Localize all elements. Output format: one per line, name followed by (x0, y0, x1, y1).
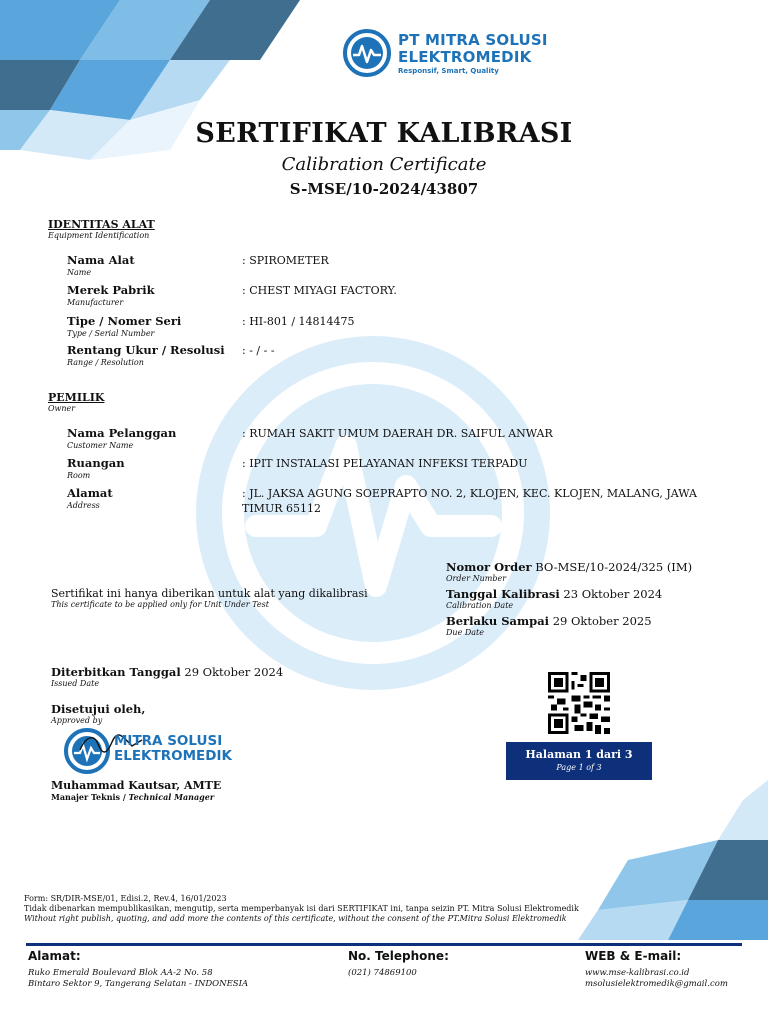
due-date-block (446, 614, 652, 637)
field-value-room: : IPIT INSTALASI PELAYANAN INFEKSI TERPADU (242, 457, 528, 470)
qr-code-icon[interactable] (548, 672, 610, 734)
field-label-range: Rentang Ukur / Resolusi Range / Resolution (67, 343, 225, 367)
bottom-right-decoration (568, 780, 768, 940)
form-disclaimer: Tidak dibenarkan mempublikasikan, mengutip, serta memperbanyak isi dari SERTIFIKAT ini, tanpa seizin PT. Mitra Solusi Elektromedik (24, 904, 579, 913)
certificate-title: SERTIFIKAT KALIBRASI (195, 118, 573, 149)
stamp-line1: MITRA SOLUSI (114, 733, 223, 749)
signature-stamp (62, 726, 232, 776)
issued-date-label: Diterbitkan Tanggal (51, 665, 181, 679)
signer-role: Manajer Teknis / (51, 792, 129, 802)
notice-text: Sertifikat ini hanya diberikan untuk alat yang dikalibrasi (51, 587, 368, 600)
order-number-block (446, 560, 692, 583)
signer-role-en: Technical Manager (128, 792, 215, 802)
field-value-range: : - / - - (242, 344, 275, 357)
owner-heading-en: Owner (48, 404, 76, 413)
certificate-notice (51, 587, 368, 609)
footer-address-heading: Alamat: (28, 949, 81, 963)
company-logo (342, 28, 548, 78)
signer-block (51, 779, 221, 802)
field-label-address: Alamat Address (67, 486, 113, 510)
equipment-heading-en: Equipment Identification (48, 231, 150, 240)
calibration-date-en: Calibration Date (446, 601, 514, 610)
stamp-line2: ELEKTROMEDIK (114, 748, 232, 764)
form-code: Form: SR/DIR-MSE/01, Edisi.2, Rev.4, 16/01/2023 (24, 894, 227, 903)
page-indicator (506, 742, 652, 780)
page-indicator-label-en: Page 1 of 3 (556, 763, 602, 772)
due-date-label: Berlaku Sampai (446, 614, 550, 628)
footer-email-link[interactable]: msolusielektromedik@gmail.com (585, 979, 728, 989)
form-disclaimer-en: Without right publish, quoting, and add more the contents of this certificate, without the consent of the PT.Mitra Solusi Elektromedik (24, 914, 567, 923)
due-date-value: 29 Oktober 2025 (552, 614, 652, 628)
footer-phone-heading: No. Telephone: (348, 949, 449, 963)
page-indicator-label: Halaman 1 dari 3 (525, 748, 633, 761)
company-tagline: Responsif, Smart, Quality (398, 66, 499, 75)
due-date-en: Due Date (446, 628, 484, 637)
footer-address-line2: Bintaro Sektor 9, Tangerang Selatan - INDONESIA (28, 979, 249, 989)
field-label-customer: Nama Pelanggan Customer Name (67, 426, 177, 450)
field-label-room: Ruangan Room (67, 456, 125, 480)
footer-web (585, 968, 728, 990)
owner-heading: PEMILIK (48, 391, 105, 404)
field-value-customer: : RUMAH SAKIT UMUM DAERAH DR. SAIFUL ANWAR (242, 427, 553, 440)
notice-text-en: This certificate to be applied only for Unit Under Test (51, 600, 269, 609)
company-name-line1: PT MITRA SOLUSI (398, 30, 548, 49)
calibration-date-label: Tanggal Kalibrasi (446, 587, 560, 601)
issued-date-block (51, 665, 283, 688)
certificate-subtitle: Calibration Certificate (281, 154, 487, 175)
field-value-type-serial: : HI-801 / 14814475 (242, 315, 355, 328)
footer-address-line1: Ruko Emerald Boulevard Blok AA-2 No. 58 (28, 968, 213, 978)
field-value-name: : SPIROMETER (242, 254, 329, 267)
footer-website-link[interactable]: www.mse-kalibrasi.co.id (585, 968, 690, 978)
certificate-number: S-MSE/10-2024/43807 (289, 180, 479, 198)
calibration-date-block (446, 587, 662, 610)
footer-phone: (021) 74869100 (348, 968, 417, 978)
company-name-line2: ELEKTROMEDIK (398, 47, 532, 66)
approved-label-en: Approved by (51, 716, 103, 725)
equipment-heading: IDENTITAS ALAT (48, 218, 155, 231)
field-label-name: Nama Alat Name (67, 253, 135, 277)
order-number-en: Order Number (446, 574, 507, 583)
footer-address (28, 968, 248, 990)
approved-block (51, 702, 145, 725)
logo-emblem-icon (342, 28, 392, 78)
issued-date-en: Issued Date (51, 679, 100, 688)
order-number-label: Nomor Order (446, 560, 532, 574)
field-label-type-serial: Tipe / Nomer Seri Type / Serial Number (67, 314, 182, 338)
equipment-section-header (48, 218, 155, 240)
field-value-manufacturer: : CHEST MIYAGI FACTORY. (242, 284, 397, 297)
signer-name: Muhammad Kautsar, AMTE (51, 779, 222, 792)
field-label-manufacturer: Merek Pabrik Manufacturer (67, 283, 155, 307)
form-notice (24, 894, 579, 924)
issued-date-value: 29 Oktober 2024 (184, 665, 284, 679)
footer-divider (26, 943, 742, 946)
footer-web-heading: WEB & E-mail: (585, 949, 682, 963)
calibration-date-value: 23 Oktober 2024 (563, 587, 663, 601)
owner-section-header (48, 391, 104, 413)
approved-label: Disetujui oleh, (51, 702, 146, 716)
order-number-value: BO-MSE/10-2024/325 (IM) (535, 560, 693, 574)
field-value-address: : JL. JAKSA AGUNG SOEPRAPTO NO. 2, KLOJEN, KEC. KLOJEN, MALANG, JAWA TIMUR 65112 (242, 487, 697, 515)
